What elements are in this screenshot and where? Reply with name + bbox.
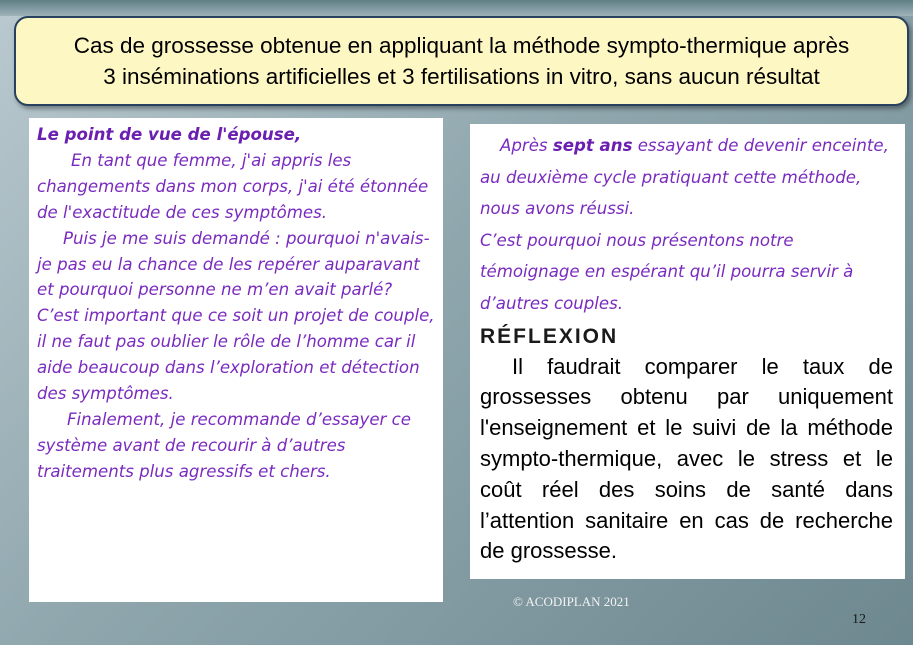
result-intro-prefix: Après bbox=[500, 136, 553, 155]
result-paragraph-1 bbox=[480, 130, 893, 225]
result-intro-rest: essayant de devenir enceinte, au deuxième cycle pratiquant cette méthode, nous avons réussi. bbox=[480, 136, 889, 219]
result-paragraph-2: C’est pourquoi nous présentons notre témoignage en espérant qu’il pourra servir à d’autres couples. bbox=[480, 230, 854, 313]
spouse-testimony-panel bbox=[29, 118, 443, 602]
copyright-text: © ACODIPLAN 2021 bbox=[513, 594, 630, 609]
page-number: 12 bbox=[852, 612, 866, 627]
slide-top-strip bbox=[0, 0, 913, 16]
spouse-paragraph-2: Puis je me suis demandé : pourquoi n'avais-je pas eu la chance de les repérer auparavant et pourquoi personne ne m’en avait parlé? bbox=[37, 228, 430, 300]
spouse-paragraph-4: Finalement, je recommande d’essayer ce système avant de recourir à d’autres traitements plus agressifs et chers. bbox=[37, 409, 411, 481]
spouse-paragraph-3: C’est important que ce soit un projet de couple, il ne faut pas oublier le rôle de l’homme car il aide beaucoup dans l’exploration et détection des symptômes. bbox=[37, 306, 435, 404]
result-reflection-panel bbox=[470, 124, 905, 579]
reflection-title: RÉFLEXION bbox=[480, 324, 619, 348]
spouse-paragraph-1: En tant que femme, j'ai appris les changements dans mon corps, j'ai été étonnée de l'exactitude de ces symptômes. bbox=[37, 150, 429, 222]
title-line-2: 3 inséminations artificielles et 3 fertilisations in vitro, sans aucun résultat bbox=[103, 64, 820, 89]
slide-title-box bbox=[14, 16, 909, 106]
title-line-1: Cas de grossesse obtenue en appliquant la méthode sympto-thermique après bbox=[73, 33, 850, 58]
spouse-heading: Le point de vue de l'épouse, bbox=[37, 125, 302, 144]
reflection-body: Il faudrait comparer le taux de grossesses obtenu par uniquement l'enseignement et le suivi de la méthode sympto-thermique, avec le stress et le coût réel des soins de santé dans l’attention sanitaire en cas de recherche de grossesse. bbox=[480, 353, 893, 564]
result-intro-bold: sept ans bbox=[552, 136, 633, 155]
